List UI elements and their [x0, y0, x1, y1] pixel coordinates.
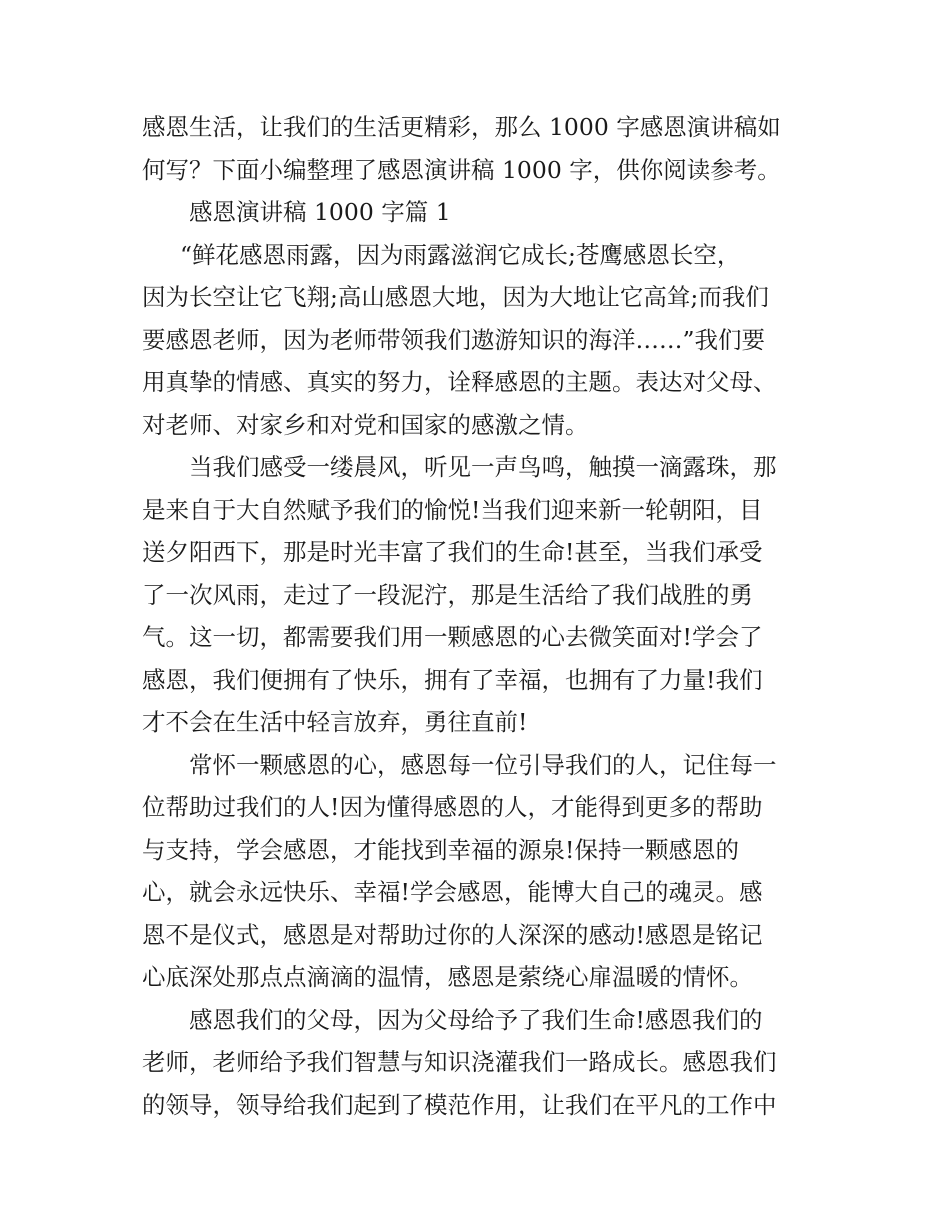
- paragraph-nature: [142, 446, 814, 744]
- text-line: 当我们感受一缕晨风，听见一声鸟鸣，触摸一滴露珠，那: [189, 453, 777, 481]
- text-line: 恩不是仪式，感恩是对帮助过你的人深深的感动!感恩是铭记: [142, 920, 763, 949]
- document-body: [142, 106, 814, 1126]
- paragraph-grateful-heart: [142, 744, 814, 999]
- text-line: 是来自于大自然赋予我们的愉悦!当我们迎来新一轮朝阳，目: [142, 495, 763, 524]
- text-line: 常怀一颗感恩的心，感恩每一位引导我们的人，记住每一: [189, 750, 777, 779]
- text-line: 位帮助过我们的人!因为懂得感恩的人，才能得到更多的帮助: [142, 793, 763, 821]
- paragraph-intro: [142, 106, 814, 191]
- heading-line: 感恩演讲稿 1000 字篇 1: [189, 198, 451, 226]
- text-line: 要感恩老师，因为老师带领我们遨游知识的海洋……”我们要: [142, 325, 766, 354]
- text-line: 感恩，我们便拥有了快乐，拥有了幸福，也拥有了力量!我们: [142, 665, 763, 694]
- text-line: 感恩生活，让我们的生活更精彩，那么 1000 字感恩演讲稿如: [142, 113, 781, 141]
- paragraph-parents: [142, 999, 814, 1127]
- text-line: 用真挚的情感、真实的努力，诠释感恩的主题。表达对父母、: [142, 368, 777, 396]
- text-line: 才不会在生活中轻言放弃，勇往直前!: [142, 708, 528, 736]
- section-heading: [142, 191, 814, 234]
- text-line: 感恩我们的父母，因为父母给予了我们生命!感恩我们的: [189, 1005, 763, 1034]
- text-line: 气。这一切，都需要我们用一颗感恩的心去微笑面对!学会了: [142, 623, 763, 651]
- text-line: 何写？下面小编整理了感恩演讲稿 1000 字，供你阅读参考。: [142, 155, 781, 184]
- text-line: 心底深处那点点滴滴的温情，感恩是萦绕心扉温暖的情怀。: [142, 963, 753, 991]
- text-line: 与支持，学会感恩，才能找到幸福的源泉!保持一颗感恩的: [142, 835, 739, 864]
- text-line: 送夕阳西下，那是时光丰富了我们的生命!甚至，当我们承受: [142, 538, 763, 566]
- text-line: 了一次风雨，走过了一段泥泞，那是生活给了我们战胜的勇: [142, 580, 753, 609]
- text-line: 因为长空让它飞翔;高山感恩大地，因为大地让它高耸;而我们: [142, 283, 769, 311]
- text-line: “鲜花感恩雨露，因为雨露滋润它成长;苍鹰感恩长空，: [180, 240, 741, 269]
- text-line: 对老师、对家乡和对党和国家的感激之情。: [142, 410, 589, 439]
- paragraph-quote: [142, 234, 814, 447]
- text-line: 老师，老师给予我们智慧与知识浇灌我们一路成长。感恩我们: [142, 1048, 777, 1076]
- text-line: 的领导，领导给我们起到了模范作用，让我们在平凡的工作中: [142, 1090, 777, 1119]
- text-line: 心，就会永远快乐、幸福!学会感恩，能博大自己的魂灵。感: [142, 878, 763, 906]
